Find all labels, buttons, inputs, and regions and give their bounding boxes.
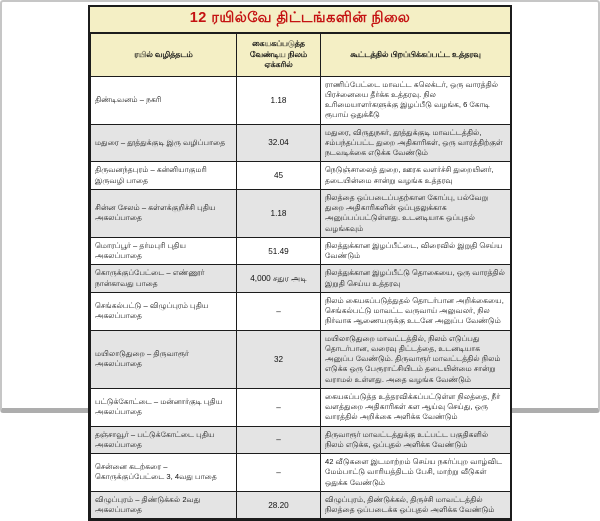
table-title: 12 ரயில்வே திட்டங்களின் நிலை bbox=[90, 7, 510, 33]
order-cell: நிலத்துக்கான இழப்பீட்டை, விரைவில் இறுதி செய்ய வேண்டும் bbox=[321, 237, 511, 265]
order-cell: நிலத்தை ஒப்படைப்பதற்கான கோப்பு, பல்வேறு துறை அதிகாரிகளின் ஒப்புதலுக்காக அனுப்பப்பட்டுள்ளது. உடனடியாக ஒப்புதல் வழங்கவும் bbox=[321, 189, 511, 237]
land-cell: 1.18 bbox=[237, 76, 321, 124]
header-row bbox=[91, 34, 511, 77]
order-cell: விழுப்புரம், திண்டுக்கல், திருச்சி மாவட்டத்தில் நிலத்தை ஒப்படைக்க ஒப்புதல் அளிக்க வேண்டும் bbox=[321, 491, 511, 519]
land-cell: – bbox=[237, 292, 321, 330]
order-cell: நிலம் கையகப்படுத்துதல் தொடர்பான அறிக்கையை, செங்கல்பட்டு மாவட்ட வருவாய் அலுவலர், நில நிர்வாக ஆணையருக்கு உடனே அனுப்ப வேண்டும் bbox=[321, 292, 511, 330]
route-cell: சின்ன சேலம் – கள்ளக்குறிச்சி புதிய அகலப்பாதை bbox=[91, 189, 237, 237]
table-row bbox=[91, 388, 511, 426]
order-cell: மயிலாடுதுறை மாவட்டத்தில், நிலம் எடுப்பது தொடர்பான, வரைவு திட்டத்தை, உடனடியாக அனுப்ப வேண்டும். திருவாரூர் மாவட்டத்தில் நிலம் எடுக்க ஒரு பேரூராட்சியிடம் தடையின்மை சான்று வராமல் உள்ளது. அதை வழங்க வேண்டும் bbox=[321, 330, 511, 388]
route-cell: மயிலாடுதுறை – திருவாரூர் அகலப்பாதை bbox=[91, 330, 237, 388]
table-row bbox=[91, 265, 511, 293]
route-cell: கொருக்குப்பேட்டை – எண்ணூர் நான்காவது பாதை bbox=[91, 265, 237, 293]
table-row bbox=[91, 454, 511, 492]
route-cell: பட்டுக்கோட்டை – மன்னார்குடி புதிய அகலப்பாதை bbox=[91, 388, 237, 426]
column-header-order: கூட்டத்தில் பிறப்பிக்கப்பட்ட உத்தரவு bbox=[321, 34, 511, 77]
order-cell: நிலத்துக்கான இழப்பீட்டு தொகையை, ஒரு வாரத்தில் இறுதி செய்ய உத்தரவு bbox=[321, 265, 511, 293]
land-cell: 28.20 bbox=[237, 491, 321, 519]
table-row bbox=[91, 237, 511, 265]
table-row bbox=[91, 76, 511, 124]
table-row bbox=[91, 162, 511, 190]
route-cell: திருவனந்தபுரம் – கன்னியாகுமரி இருவழி பாதை bbox=[91, 162, 237, 190]
table-row bbox=[91, 426, 511, 454]
railway-projects-table bbox=[90, 33, 511, 519]
table-row bbox=[91, 491, 511, 519]
order-cell: திருவாரூர் மாவட்டத்துக்கு உட்பட்ட பகுதிகளில் நிலம் எடுக்க, ஒப்புதல் அளிக்க வேண்டும் bbox=[321, 426, 511, 454]
order-cell: மதுரை, விருதுநகர், தூத்துக்குடி மாவட்டத்தில், சம்பந்தப்பட்ட துறை அதிகாரிகள், ஒரு வாரத்திற்குள் நடவடிக்கை எடுக்க வேண்டும் bbox=[321, 124, 511, 162]
order-cell: 42 வீடுகளை இடமாற்றம் செய்ய நகர்ப்புற வாழ்விட மேம்பாட்டு வாரியத்திடம் பேசி, மாற்று வீடுகள் ஒதுக்க வேண்டும் bbox=[321, 454, 511, 492]
news-table bbox=[88, 5, 512, 521]
land-cell: 1.18 bbox=[237, 189, 321, 237]
land-cell: 51.49 bbox=[237, 237, 321, 265]
order-cell: நெடுஞ்சாலைத் துறை, ஊரக வளர்ச்சி துறையினர், தடையின்மை சான்று வழங்க உத்தரவு bbox=[321, 162, 511, 190]
route-cell: திண்டிவனம் – நகரி bbox=[91, 76, 237, 124]
route-cell: தஞ்சாவூர் – பட்டுக்கோட்டை புதிய அகலப்பாதை bbox=[91, 426, 237, 454]
land-cell: 32 bbox=[237, 330, 321, 388]
order-cell: ராணிப்பேட்டை மாவட்ட கலெக்டர், ஒரு வாரத்தில் பிரச்னையை தீர்க்க உத்தரவு. நில உரிமையாளர்களுக்கு இழப்பீடு வழங்க, 6 கோடி ரூபாய் ஒதுக்கீடு bbox=[321, 76, 511, 124]
table-row bbox=[91, 292, 511, 330]
land-cell: 45 bbox=[237, 162, 321, 190]
land-cell: – bbox=[237, 454, 321, 492]
column-header-land: கையகப்படுத்த வேண்டிய நிலம் ஏக்கரில் bbox=[237, 34, 321, 77]
route-cell: செங்கல்பட்டு – விழுப்புரம் புதிய அகலப்பாதை bbox=[91, 292, 237, 330]
land-cell: – bbox=[237, 426, 321, 454]
table-row bbox=[91, 330, 511, 388]
route-cell: மொரப்பூர் – தர்மபுரி புதிய அகலப்பாதை bbox=[91, 237, 237, 265]
order-cell: கையகப்படுத்த உத்தரவிக்கப்பட்டுள்ள நிலத்தை, நீர் வளத்துறை அதிகாரிகள் கள ஆய்வு செய்து, ஒரு வாரத்தில் அறிக்கை அளிக்க வேண்டும் bbox=[321, 388, 511, 426]
land-cell: – bbox=[237, 388, 321, 426]
table-row bbox=[91, 124, 511, 162]
route-cell: விழுப்புரம் – திண்டுக்கல் 2வது அகலப்பாதை bbox=[91, 491, 237, 519]
land-cell: 32.04 bbox=[237, 124, 321, 162]
land-cell: 4,000 சதுர அடி bbox=[237, 265, 321, 293]
route-cell: மதுரை – தூத்துக்குடி இரு வழிப்பாதை bbox=[91, 124, 237, 162]
column-header-route: ரயில் வழித்தடம் bbox=[91, 34, 237, 77]
table-row bbox=[91, 189, 511, 237]
route-cell: சென்னை கடற்கரை – கொருக்குப்பேட்டை 3, 4வது பாதை bbox=[91, 454, 237, 492]
